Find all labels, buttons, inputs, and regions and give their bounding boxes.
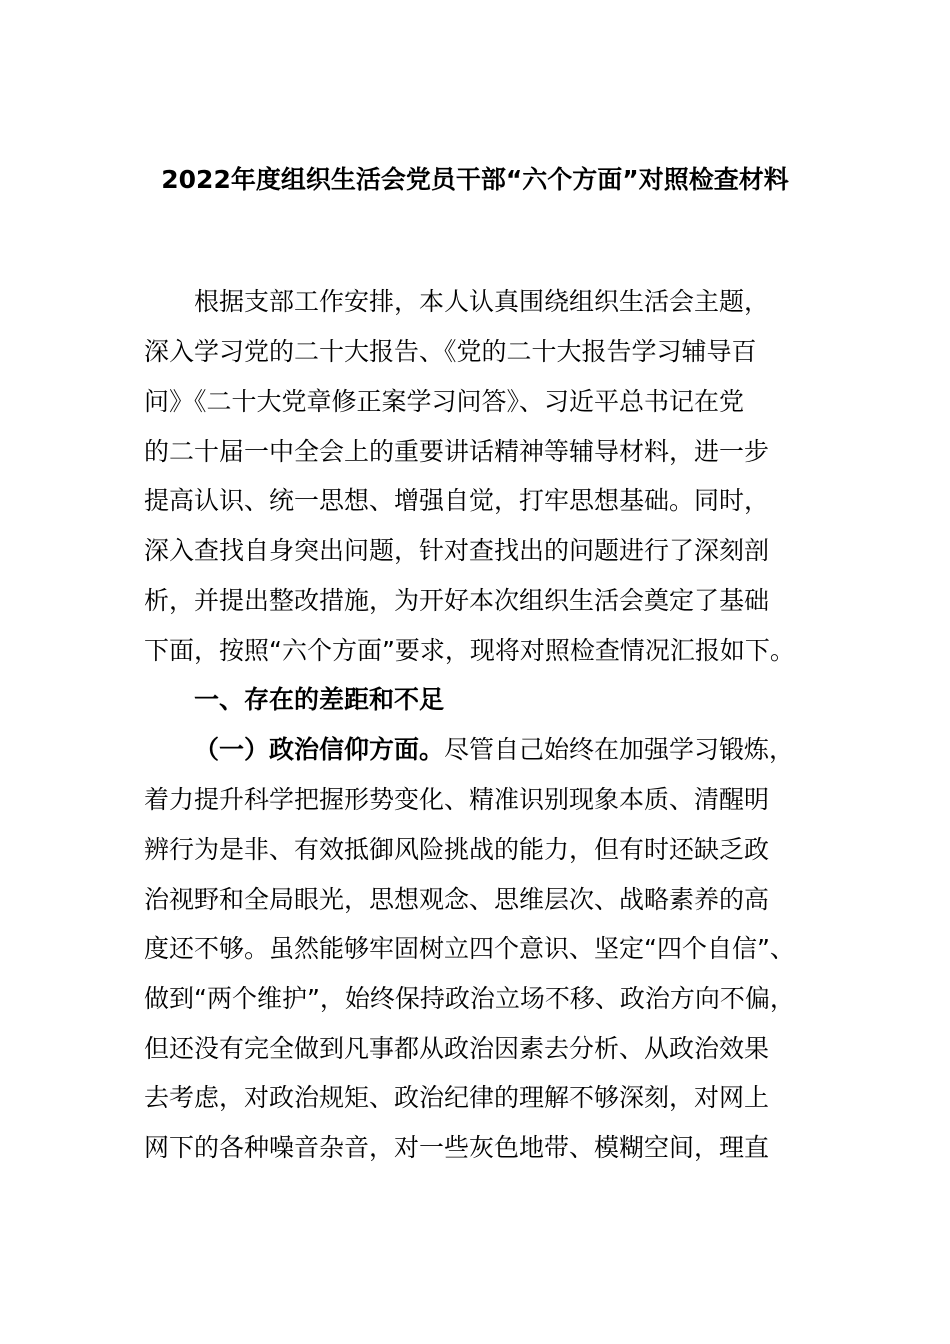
paragraph-line: 治视野和全局眼光，思想观念、思维层次、战略素养的高: [144, 885, 770, 914]
paragraph-line: 析，并提出整改措施，为开好本次组织生活会奠定了基础: [144, 586, 770, 615]
document-title: 2022年度组织生活会党员干部“六个方面”对照检查材料: [161, 165, 789, 194]
paragraph-line: 度还不够。虽然能够牢固树立四个意识、坚定“四个自信”、: [144, 934, 795, 963]
subsection-first-line: [194, 730, 794, 770]
paragraph-line: 问》《二十大党章修正案学习问答》、习近平总书记在党: [144, 387, 745, 416]
subsection-text: 尽管自己始终在加强学习锻炼，: [444, 735, 795, 764]
paragraph-line: 深入查找自身突出问题，针对查找出的问题进行了深刻剖: [144, 536, 770, 565]
paragraph-line: 根据支部工作安排，本人认真围绕组织生活会主题，: [194, 287, 770, 316]
paragraph-line: 下面，按照“六个方面”要求，现将对照检查情况汇报如下。: [144, 636, 795, 665]
paragraph-line: 但还没有完全做到凡事都从政治因素去分析、从政治效果: [144, 1034, 770, 1063]
paragraph-line: 的二十届一中全会上的重要讲话精神等辅导材料，进一步: [144, 437, 770, 466]
paragraph-line: 辨行为是非、有效抵御风险挑战的能力，但有时还缺乏政: [144, 835, 770, 864]
subsection-label: （一）政治信仰方面。: [194, 735, 445, 764]
paragraph-line: 提高认识、统一思想、增强自觉，打牢思想基础。同时，: [144, 486, 770, 515]
paragraph-line: 去考虑，对政治规矩、政治纪律的理解不够深刻，对网上: [144, 1083, 770, 1112]
paragraph-line: 着力提升科学把握形势变化、精准识别现象本质、清醒明: [144, 785, 770, 814]
paragraph-line: 网下的各种噪音杂音，对一些灰色地带、模糊空间，理直: [144, 1133, 770, 1162]
section-heading: 一、存在的差距和不足: [194, 685, 445, 714]
paragraph-line: 深入学习党的二十大报告、《党的二十大报告学习辅导百: [144, 337, 757, 366]
paragraph-line: 做到“两个维护”，始终保持政治立场不移、政治方向不偏，: [144, 984, 795, 1013]
